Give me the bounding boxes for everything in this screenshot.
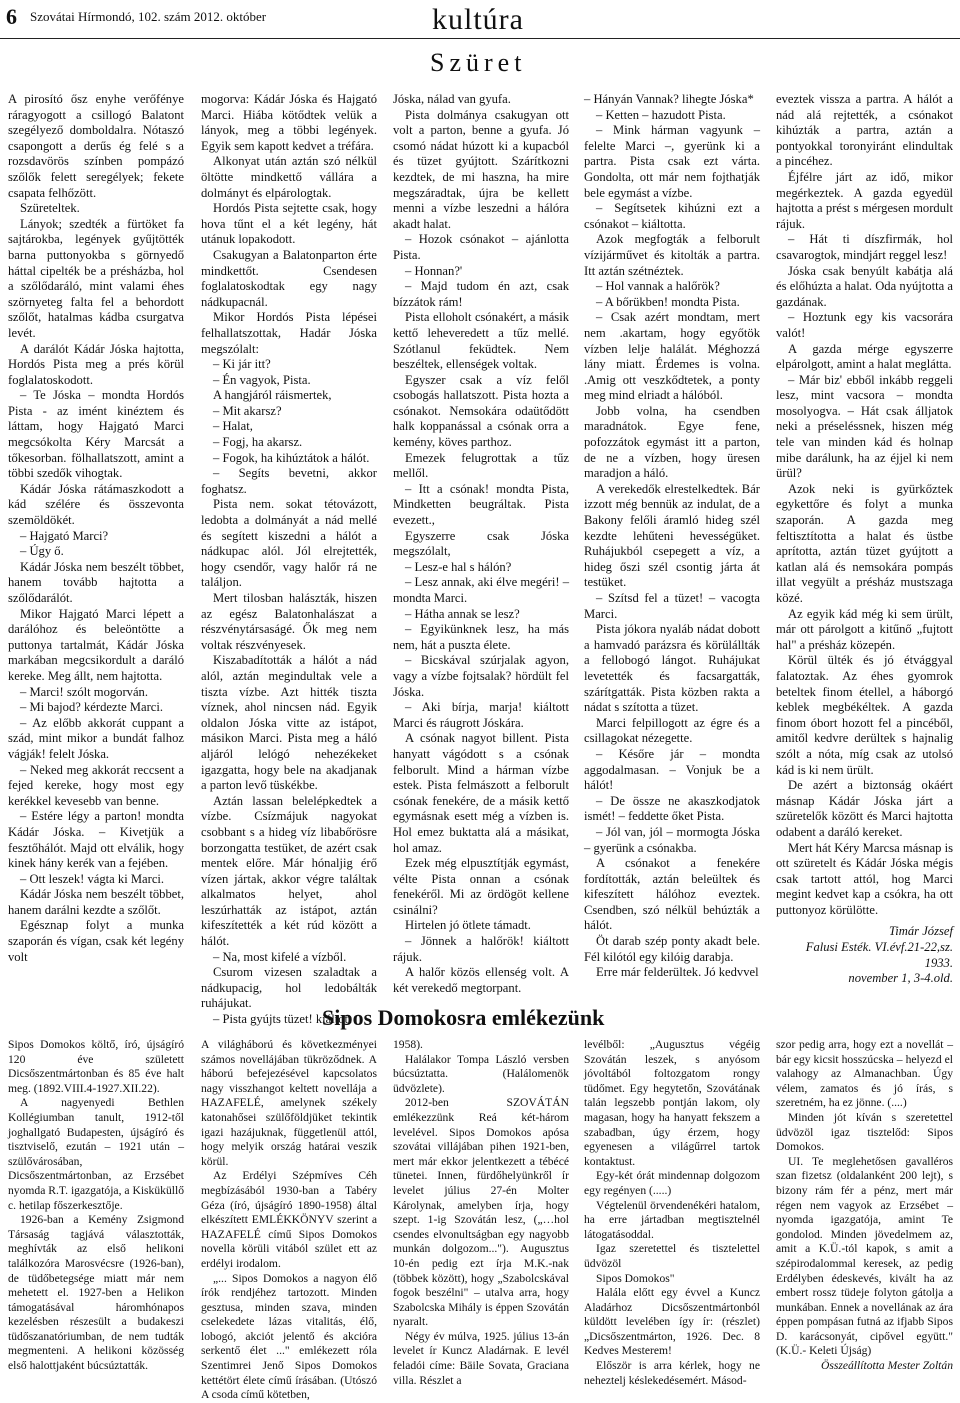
memorial-column-2 <box>201 1038 377 1402</box>
paragraph: Csakugyan a Balatonparton érte mindkettőt. Csendesen foglalatoskodtak egy nagy nádkupacnál. <box>201 247 377 309</box>
paragraph: Pista jókora nyaláb nádat dobott a hamvadó parázsra és körülállták a fellobogó lángot. Ruhájukat levetették és facsargatták, szárítgatták. Pista közben rakta a nádat s szította a tüzet. <box>584 622 760 715</box>
paragraph: Aztán lassan belelépkedtek a vízbe. Csízmájuk nagyokat csobbant s a hideg víz libabőrösre borzongatta testüket, de azért csak mentek előre. Már hónaljig érő vízen jártak, akkor végre találtak alkalmatos helyet, ahol leszúrhatták az istápot, aztán kifeszítették a két rúd között a hálót. <box>201 793 377 949</box>
paragraph: A nagyenyedi Bethlen Kollégiumban tanult, 1912-től joghallgató Budapesten, újságíró és tisztviselő, ezután – 1921 után – szülővárosában, Dicsőszentmártonban, az Erzsébet nyomda R.T. igazgatója, a Kisküküllő c. hetilap főszerkesztője. <box>8 1096 184 1212</box>
paragraph: 1958). <box>393 1038 423 1051</box>
paragraph: – De össze ne akaszkodjatok ismét! – feddette őket Pista. <box>584 793 760 824</box>
paragraph: UI. Te meglehetősen gavalléros szan fizetsz (oldalanként 200 lejt), s bizony rám fér a pénz, mert már régen nem vagyok az Erzsébet – nyomda igazgatója, amint Te gondolod. Minden jövedelmem az, amit a K.Ü.-tól kapok, s amit a szépirodalommal keresek, az pedig Erdélyben édeskevés, kivált ha az embert rossz tüdeje folyton gátolja a munkában. Ennek a novellának az ára éppen pompásan futná az ifjabb Sipos D. karácsonyát, cipővel együtt." (K.Ü.- Keleti Újság) <box>776 1154 953 1358</box>
paragraph: Azok megfogták a felborult vízijárművet és kitolták a partra. Itt aztán szétnéztek. <box>584 232 760 278</box>
szuret-column-3 <box>393 92 569 995</box>
paragraph: Öt darab szép ponty akadt bele. Fél kilótól egy kilóig darabja. <box>584 934 760 964</box>
paragraph: – Segítsetek kihúzni ezt a csónakot – kiáltotta. <box>584 201 760 231</box>
paragraph: – Hozok csónakot – ajánlotta Pista. <box>393 232 569 262</box>
paragraph: A darálót Kádár Jóska hajtotta, Hordós Pista meg a prés körül foglalatoskodott. <box>8 341 184 387</box>
paragraph: Körül ülték és jó étvággyal falatoztak. Az éhes gyomrok beteltek finom étellel, a háborgó keblek megbékéltek. A gazda finom óbort hozott fel a pincéből, amitől kedvre derültek s hajnalig szólt a nóta, míg csak az utolsó kád is ki nem ürült. <box>776 653 953 777</box>
paragraph: – Jól van, jól – mormogta Jóska – gyerünk a csónakba. <box>584 824 760 855</box>
paragraph: – Ott leszek! vágta ki Marci. <box>20 871 165 886</box>
paragraph: Jóska, nálad van gyufa. <box>393 92 511 106</box>
szuret-column-5 <box>776 92 953 990</box>
paragraph: Jóska csak benyúlt kabátja alá és előhúzta a halat. Oda nyújtotta a gazdának. <box>776 263 953 309</box>
paragraph: – Én vagyok, Pista. <box>213 372 311 387</box>
paragraph: – Szítsd fel a tüzet! – vacogta Marci. <box>584 591 760 621</box>
paragraph: – Hátha annak se lesz? <box>405 606 520 621</box>
header-rule <box>0 38 960 39</box>
paragraph: Jobb volna, ha csendben maradnátok. Egye fene, pofozzátok egymást itt a parton, de ne a vízben, hogy üresen maradjon a háló. <box>584 403 760 481</box>
szuret-column-4 <box>584 92 760 990</box>
paragraph: Először is arra kérlek, hogy ne neheztelj késlekedésemért. Másod- <box>584 1359 760 1387</box>
paragraph: Pista nem. sokat tétovázott, ledobta a dolmányát a nád mellé és segített kiszedni a hálót a nádkupac alól. Jól elrejtették, hogy csendőr, vagy halőr rá ne találjon. <box>201 497 377 590</box>
paragraph: Sipos Domokos költő, író, újságíró 120 éve született Dicsőszentmártonban és 85 éve halt meg. (1892.VIII.4-1927.XII.22). <box>8 1038 184 1095</box>
compiler-credit: Összeállította Mester Zoltán <box>820 1359 953 1373</box>
paragraph: – Pista gyújts tüzet! kiáltott <box>213 1012 352 1027</box>
paragraph: Marci felpillogott az égre és a csillagokat nézegette. <box>584 715 760 746</box>
paragraph: – Már biz' ebből inkább reggeli lesz, mint vacsora – mondta mosolyogva. – Hát csak álljatok neki a préseléssnek, hiszen még tele van minden kád és holnap mibe darálunk, ha az éjjel ki nem ürül? <box>776 372 953 481</box>
paragraph: Kádár Jóska nem beszélt többet, hanem darálni kezdte a szőlőt. <box>8 887 184 917</box>
paragraph: – Későre jár – mondta aggodalmasan. – Vonjuk be a hálót! <box>584 746 760 793</box>
paragraph: De azért a biztonság okáért másnap Kádár Jóska járt a szüretelők között és Marci hajtotta odabent a daráló kereket. <box>776 778 953 839</box>
paragraph: – Bicskával szúrjalak agyon, vagy a vízbe fojtsalak? hördült fel Jóska. <box>393 653 569 699</box>
paragraph: – Hol vannak a halőrök? <box>596 279 720 294</box>
paragraph: Szüreteltek. <box>20 201 80 216</box>
szuret-column-2 <box>201 92 377 1027</box>
memorial-column-5 <box>776 1038 953 1388</box>
paragraph: – A bőrükben! mondta Pista. <box>596 294 740 309</box>
paragraph: Egyszer csak a víz felől csobogás hallatszott. Pista hozta a csónakot. Nemsokára odaütődött halk koppanással a csónak orra a kemény, köves parthoz. <box>393 372 569 450</box>
paragraph: szor pedig arra, hogy ezt a novellát – bár egy kicsit hosszúcska – helyezd el valahogy az Almanachban. Úgy vélem, zamatos és jó írás, s szeretném, ha ez jönne. (....) <box>776 1038 953 1110</box>
paragraph: – Segíts bevetni, akkor foghatsz. <box>201 466 377 496</box>
paragraph: – Fogj, ha akarsz. <box>213 435 303 450</box>
paragraph: Az egyik kád még ki sem ürült, már ott párolgott a kitűnő „fujtott hal" a présház közepén. <box>776 606 953 652</box>
paragraph: – Fogok, ha kihúztátok a hálót. <box>213 450 370 465</box>
paragraph: eveztek vissza a partra. A hálót a nád alá rejtették, a csónakot kihúzták a partra, aztán a pontyokkal toronyiránt elindultak a pincéhez. <box>776 92 953 169</box>
paragraph: – Az előbb akkorát cuppant a szád, mint mikor a bundát falhoz vágják! felelt Jóska. <box>8 715 184 761</box>
paragraph: Sipos Domokos" <box>596 1271 675 1285</box>
page-number: 6 <box>6 4 17 29</box>
paragraph: – Mi bajod? kérdezte Marci. <box>20 700 164 715</box>
paragraph: – Hát ti díszfirmák, hol csavarogtok, mindjárt reggel lesz! <box>776 232 953 262</box>
szuret-column-1 <box>8 92 184 990</box>
paragraph: Négy év múlva, 1925. július 13-án levelet ír Kuncz Aladárnak. E levél feladói címe: Bäile Sovata, Graciana villa. Részlet a <box>393 1329 569 1387</box>
memorial-column-1 <box>8 1038 184 1388</box>
paragraph: – Mit akarsz? <box>213 403 282 418</box>
paragraph: – Ki jár itt? <box>213 357 271 372</box>
section-title: kultúra <box>432 3 524 36</box>
paragraph: Az Erdélyi Szépmíves Céh megbízásából 1930-ban a Tabéry Géza (író, újságíró 1890-1958) által elkészített EMLÉKKÖNYV szerint a HAZAFELÉ című Sipos Domokos novella körüli vitából szület ett az erdélyi irodalom. <box>201 1169 377 1270</box>
paragraph: Éjfélre járt az idő, mikor megérkeztek. A gazda egyedül hajtotta a prést s mérgesen mordult rájuk. <box>776 169 953 231</box>
paragraph: A pirosító ősz enyhe verőfénye ráragyogott a csillogó Balatont szegélyező domboldalra. Nótaszó csapongott a derűs ég felé s a rozsdavörös színben pompázó szőlők felett seregélyek; fekete csapata felhőzött. <box>8 92 184 200</box>
paragraph: – Estére légy a parton! mondta Kádár Jóska. – Kivetjük a fesztőhálót. Majd ott elválik, hogy kinek hány kerék van a fejében. <box>8 809 184 871</box>
paragraph: A csónakot a fenekére fordították, aztán beleültek és kifeszített hálóhoz eveztek. Csendben, szó nélkül behúzták a hálót. <box>584 856 760 933</box>
paragraph: Minden jót kíván s szeretettel üdvözöl igaz tisztelőd: Sipos Domokos. <box>776 1110 953 1154</box>
paragraph: – Hányán Vannak? lihegte Jóska* <box>584 92 754 106</box>
paragraph: – Úgy ő. <box>20 544 64 559</box>
szuret-column-5-body <box>776 92 953 918</box>
paragraph: Végtelenül örvendenékéri hatalom, ha erre jártadban megtisztelnél látogatásoddal. <box>584 1198 760 1241</box>
paragraph: Igaz szeretettel és tisztelettel üdvözöl <box>584 1242 760 1270</box>
paragraph: A verekedők elrestelkedtek. Bár izzott még bennük az indulat, de a Bakony felőli áramló hideg szél kezdte lehűteni hevességüket. Ruhájukból csepegett a víz, a hideg őszi szél csontig járta át testüket. <box>584 481 760 590</box>
memorial-title: Sipos Domokosra emlékezünk <box>322 1005 605 1030</box>
paragraph: Csurom vizesen szaladtak a nádkupacig, hol ledobálták ruhájukat. <box>201 965 377 1011</box>
paragraph: – Halat, <box>213 419 253 434</box>
paragraph: – Te Jóska – mondta Hordós Pista - az imént kinéztem és láttam, hogy Hajgató Marci megcsókolta Kéry Marcsát a tőkesorban. fölhallatszott, amint a többi szedők vihogtak. <box>8 388 184 481</box>
paragraph: 2012-ben SZOVÁTÁN emlékezzünk Reá két-három levelével. Sipos Domokos apósa szovátai villájában pihen 1921-ben, mert már ekkor jelentkezett a tébécé tünetei. Innen, fürdőhelyünkről ír levelet július 27-én Molter Károlynak, amelyben írja, hogy szept. 1-ig Szovátán lesz, („…hol csendes elvonultságban egy nagyobb munkán dolgozom..."). Augusztus 10-én pedig ezt írja M.K.-nak (többek között), hogy „Szabolcskával fogok beszélni" – utalva arra, hogy Szabolcska Mihály is éppen Szovátán nyaralt. <box>393 1096 569 1329</box>
paragraph: Mikor Hajgató Marci lépett a darálóhoz és beleöntötte a puttonya tartalmát, Kádár Jóska markában megcsikordult a daráló kereke. Meg állt, nem hajtotta. <box>8 606 184 683</box>
paragraph: Alkonyat után aztán szó nélkül öltötte mindkettő vállára a dolmányt és elpárologtak. <box>201 154 377 200</box>
paragraph: „... Sipos Domokos a nagyon élő írók rendjéhez tartozott. Minden gesztusa, minden szava, minden cselekedete lázas vitalitás, élő, lobogó, akciót jelentő és akcióra serkentő élet ..." emlékezett róla Szentimrei Jenő Sipos Domokos kettétört élete című írásában. (Utószó A csoda című kötetben, <box>201 1271 377 1402</box>
paragraph: Erre már felderültek. Jó kedvvel <box>596 965 759 980</box>
paragraph: levélből: „Augusztus végéig Szovátán leszek, s anyósom jóvoltából foltozgatom rongy tüdőmet. Egy hegytetőn, Szovátának talán legszebb pontján lakom, oly magasan, hogy ha hanyatt fekszem a szabadban, úgy érzem, hogy egyenesen a világűrrel tartok kontaktust. <box>584 1038 760 1168</box>
memorial-column-3 <box>393 1038 569 1388</box>
paragraph: – Na, most kifelé a vízből. <box>213 949 347 964</box>
paragraph: Egyszerre csak Jóska megszólalt, <box>393 528 569 559</box>
paragraph: – Lesz-e hal s hálón? <box>405 559 512 574</box>
paragraph: – Mink hárman vagyunk – felelte Marci –, gyerünk ki a partra. Pista csak ezt várta. Gondolta, ott már nem fojthatják bele egymást a vízbe. <box>584 123 760 200</box>
source-citation: Falusi Esték. VI.évf.21-22,sz. 1933. <box>805 940 953 970</box>
paragraph: A halőr közös ellenség volt. A két verekedő megtorpant. <box>393 965 569 995</box>
paragraph: Pista dolmánya csakugyan ott volt a parton, benne a gyufa. Jó csomó nádat húzott ki a kupacból és tüzet gyújtott. Szárítkozni kezdtek, de mi haszna, ha mire megszáradtak, újra be kellett menni a vízbe leszedni a hálóra akadt halat. <box>393 107 569 231</box>
memorial-column-4 <box>584 1038 760 1388</box>
paragraph: Halála előtt egy évvel a Kuncz Aladárhoz Dicsőszentmártonból küldött levelében így ír: (részlet) „Dicsőszentmárton, 1926. Dec. 8 Kedves Mesterem! <box>584 1286 760 1358</box>
paragraph: – Jönnek a halőrök! kiáltott rájuk. <box>393 934 569 964</box>
page-header <box>0 0 960 80</box>
publication-info: Szovátai Hírmondó, 102. szám 2012. október <box>30 9 267 24</box>
article-title: Szüret <box>430 48 527 77</box>
paragraph: – Honnan?' <box>405 263 463 278</box>
paragraph: – Majd tudom én azt, csak bízzátok rám! <box>393 279 569 309</box>
paragraph: Hirtelen jó ötlete támadt. <box>405 918 531 933</box>
author-signature: Timár József <box>888 924 953 939</box>
source-date: november 1, 3-4.old. <box>848 971 953 986</box>
paragraph: – Marci! szólt mogorván. <box>20 684 149 699</box>
paragraph: – Ketten – hazudott Pista. <box>596 107 726 122</box>
paragraph: 1926-ban a Kemény Zsigmond Társaság tagjává választották, meghívták az első helikoni találkozóra Marosvécsre (1926-ban), de tüdőbetegsége miatt már nem mehetett el. 1927-ben a Helikon támogatásával háromhónapos kezelésben részesült a budakeszi tüdőszanatóriumban, de nem tudták megmenteni. A helikoni közösség első halottjaként búcsúztatták. <box>8 1213 184 1373</box>
paragraph: Kádár Jóska rátámaszkodott a kád szélére és összevonta szemöldökét. <box>8 481 184 528</box>
paragraph: Lányok; szedték a fürtöket fa sajtárokba, legények gyűjtötték barna puttonyokba s görnyedő háttal cipelték be a présházba, hol a szőlődaráló, mint valami éhes szörnyeteg falta fel a behordott szőlőt, hatalmas kádba csurgatva levét. <box>8 216 184 340</box>
memorial-column-5-body <box>776 1038 953 1359</box>
paragraph: Hordós Pista sejtette csak, hogy hova tűnt el a két legény, hát utánuk lopakodott. <box>201 201 377 247</box>
paragraph: Halálakor Tompa László versben búcsúztatta. (Halálomenök üdvözlete). <box>393 1052 569 1095</box>
paragraph: Emezek felugrottak a tűz mellől. <box>393 450 569 481</box>
paragraph: – Aki bírja, marja! kiáltott Marci és ráugrott Jóskára. <box>393 700 569 730</box>
paragraph: mogorva: Kádár Jóska és Hajgató Marci. Hiába kötődtek velük a lányok, meg a többi legények. Egyik sem kapott kedvet a tréfára. <box>201 92 377 153</box>
paragraph: – Itt a csónak! mondta Pista, Mindketten beugráltak. Pista evezett., <box>393 481 569 528</box>
paragraph: Mert hát Kéry Marcsa másnap is ott szüretelt és Kádár Jóska mégis csak tartott attól, hog Marci megint kedvet kap a csókra, ha ott puttonyoz körülötte. <box>776 840 953 917</box>
paragraph: Egy-két órát mindennap dolgozom egy regényen (.....) <box>584 1169 760 1197</box>
paragraph: A csónak nagyot billent. Pista hanyatt vágódott s a csónak felborult. Mind a hárman vízbe estek. Pista felmászott a felborult csónak fenekére, de a másik kettő egymásnak esett még a vízben is. Hol emez buktatta alá a másikat, hol amaz. <box>393 731 569 855</box>
paragraph: Egésznap folyt a munka szaporán és vígan, csak két legény volt <box>8 918 184 964</box>
paragraph: – Hajgató Marci? <box>20 528 109 543</box>
paragraph: Ezek még elpusztítják egymást, vélte Pista onnan a csónak fenekéről. Mi az ördögöt kellene csinálni? <box>393 856 569 917</box>
paragraph: Mikor Hordós Pista lépései felhallatszottak, Hadár Jóska megszólalt: <box>201 310 377 356</box>
paragraph: – Egyikünknek lesz, ha más nem, hát a puszta élete. <box>393 622 569 652</box>
paragraph: – Lesz annak, aki élve megéri! – mondta Marci. <box>393 575 569 605</box>
paragraph: – Hoztunk egy kis vacsorára valót! <box>776 310 953 340</box>
paragraph: A hangjáról ráismertek, <box>213 388 332 403</box>
paragraph: Kádár Jóska nem beszélt többet, hanem tovább hajtotta a szőlődarálót. <box>8 559 184 605</box>
paragraph: A gazda mérge egyszerre elpárolgott, amint a halat meglátta. <box>776 341 953 372</box>
paragraph: – Neked meg akkorát reccsent a fejed kereke, hogy most egy kerékkel kevesebb van benne. <box>8 762 184 808</box>
paragraph: Mert tilosban halászták, hiszen az egész Balatonhalászat a részvénytársaságé. Ők meg nem voltak részvényesek. <box>201 591 377 652</box>
paragraph: Kiszabadították a hálót a nád alól, aztán megindultak vele a tiszta vízbe. Azt hitték tiszta víznek, ahol nincsen nád. Egyik oldalon Jóska vitte az istápot, másikon Marci. Pista meg a háló aljáról lelógó nehezékeket igazgatta, hogy bele na akadjanak a parton levő tüskékbe. <box>201 653 377 793</box>
paragraph: Pista elloholt csónakért, a másik kettő leheveredett a tűz mellé. Szótlanul feküdtek. Nem beszéltek, ellenségek voltak. <box>393 310 569 372</box>
paragraph: Azok neki is gyürkőztek egykettőre és folyt a munka szaporán. A gazda meg feltisztította a halat és üstbe aprította, aztán tüzet gyújtott a katlan alá és nemsokára pompás illat vegyült a présház mustszaga közé. <box>776 481 953 605</box>
paragraph: A világháború és következményei számos novellájában tükröződnek. A háború befejezésével kapcsolatos nagy visszhangot keltett novellája a HAZAFELÉ, amelynek székely katonahősei szülőföldjüket tekintik igazi hazájuknak, függetlenül attól, hogy melyik ország határai veszik körül. <box>201 1038 377 1168</box>
paragraph: – Csak azért mondtam, mert nem .akartam, hogy egyőtök vízben lelje halálát. Méghozzá lány miatt. Érdemes is volna. .Amig ott veszkődtetek, a ponty meg mind elriadt a hálóból. <box>584 310 760 403</box>
